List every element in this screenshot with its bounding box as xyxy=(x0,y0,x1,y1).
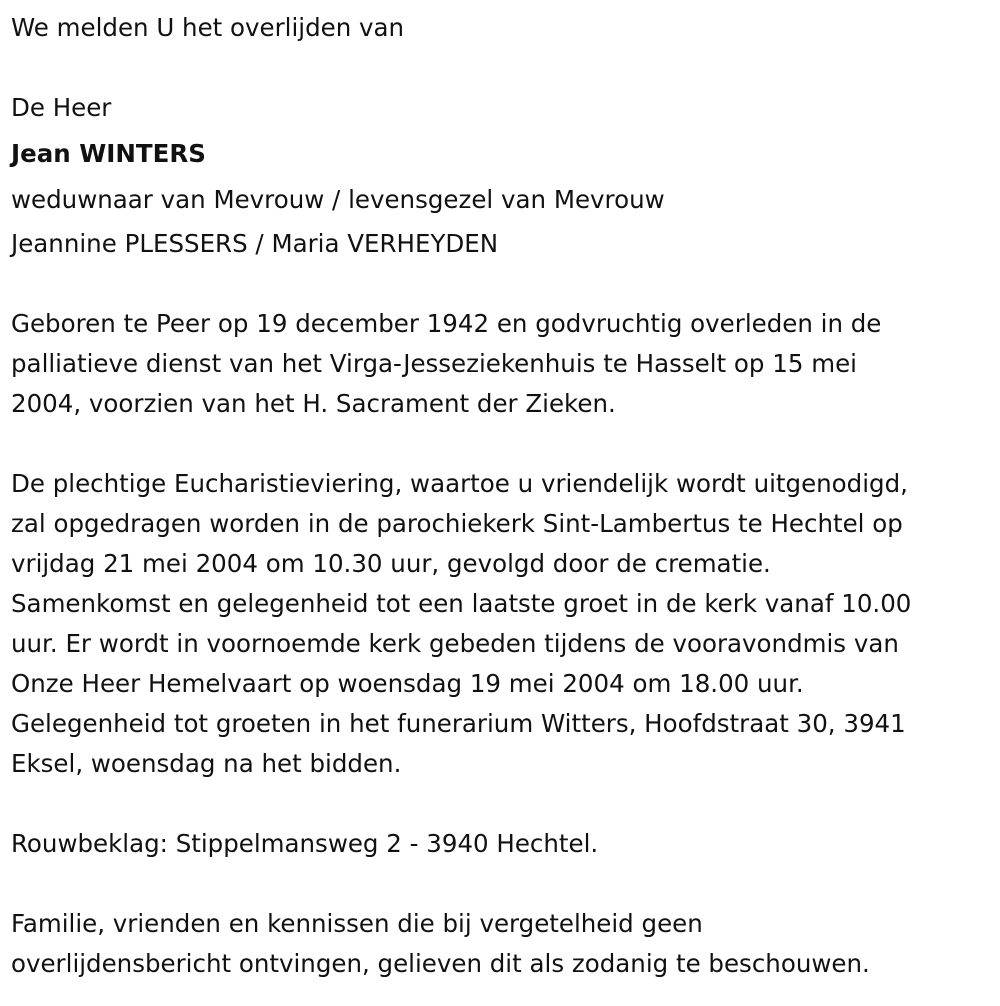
relation-line: weduwnaar van Mevrouw / levensgezel van Mevrouw xyxy=(11,185,665,214)
relation-names: Jeannine PLESSERS / Maria VERHEYDEN xyxy=(11,229,499,258)
paragraph-line: Familie, vrienden en kennissen die bij vergetelheid geen xyxy=(11,909,703,938)
deceased-title: De Heer xyxy=(11,93,112,122)
paragraph-line: Samenkomst en gelegenheid tot een laatste groet in de kerk vanaf 10.00 xyxy=(11,589,912,618)
paragraph-line: overlijdensbericht ontvingen, gelieven dit als zodanig te beschouwen. xyxy=(11,949,870,978)
paragraph-line: Eksel, woensdag na het bidden. xyxy=(11,749,402,778)
ceremony-paragraph xyxy=(11,464,996,784)
paragraph-line: vrijdag 21 mei 2004 om 10.30 uur, gevolgd door de crematie. xyxy=(11,549,771,578)
birth-paragraph xyxy=(11,304,996,424)
paragraph-line: Geboren te Peer op 19 december 1942 en godvruchtig overleden in de xyxy=(11,309,882,338)
closing-paragraph xyxy=(11,904,996,984)
condolence-paragraph xyxy=(11,824,996,864)
notice-intro: We melden U het overlijden van xyxy=(11,13,405,42)
paragraph-line: palliatieve dienst van het Virga-Jesseziekenhuis te Hasselt op 15 mei xyxy=(11,349,857,378)
paragraph-line: De plechtige Eucharistieviering, waartoe u vriendelijk wordt uitgenodigd, xyxy=(11,469,908,498)
paragraph-line: zal opgedragen worden in de parochiekerk Sint-Lambertus te Hechtel op xyxy=(11,509,903,538)
death-notice xyxy=(11,8,996,984)
paragraph-line: Gelegenheid tot groeten in het funerarium Witters, Hoofdstraat 30, 3941 xyxy=(11,709,906,738)
paragraph-line: Onze Heer Hemelvaart op woensdag 19 mei 2004 om 18.00 uur. xyxy=(11,669,804,698)
condolence-address: Rouwbeklag: Stippelmansweg 2 - 3940 Hechtel. xyxy=(11,829,599,858)
deceased-name: Jean WINTERS xyxy=(11,139,206,168)
paragraph-line: 2004, voorzien van het H. Sacrament der Zieken. xyxy=(11,389,616,418)
paragraph-line: uur. Er wordt in voornoemde kerk gebeden tijdens de vooravondmis van xyxy=(11,629,899,658)
